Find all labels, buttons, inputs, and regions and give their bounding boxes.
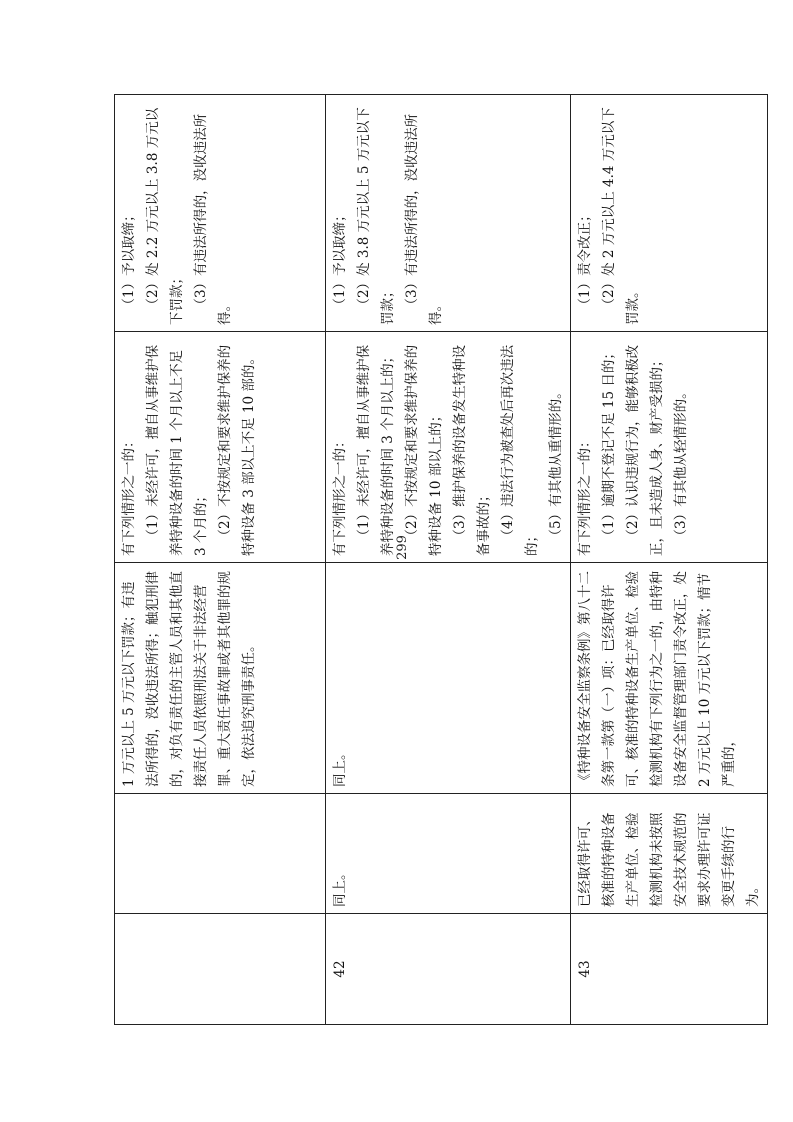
circumstance-item: （2）不按规定和要求维护保养的特种设备 10 部以上的；	[404, 344, 444, 556]
penalty-item: （1）予以取缔；	[332, 208, 348, 312]
row-number-cell: 43	[571, 914, 768, 1025]
legal-basis-cell: 同上。	[326, 563, 571, 794]
circumstance-item: （1）未经许可，擅自从事维护保养特种设备的时间 1 个月以上不足 3 个月的；	[145, 344, 209, 556]
legal-basis-cell: 《特种设备安全监察条例》第八十二条第一款第（一）项：已经取得许可、核准的特种设备生产单位、检验检测机构有下列行为之一的，由特种设备安全监督管理部门责令改正，处 2 万元以上 10 万元以下罚款；情节严重的，	[571, 563, 768, 794]
penalty-item: （1）予以取缔；	[121, 208, 137, 312]
penalty-item: （1）责令改正；	[577, 208, 593, 312]
page-number: 299	[394, 535, 410, 560]
table-row	[326, 95, 571, 1025]
behavior-cell	[115, 794, 326, 914]
circumstance-item: （5）有其他从重情形的。	[548, 385, 564, 543]
circumstance-heading: 有下列情形之一的：	[121, 434, 137, 556]
penalty-item: （2）处 3.8 万元以上 5 万元以下罚款；	[356, 107, 396, 325]
penalty-item: （2）处 2 万元以上 4.4 万元以下罚款。	[601, 107, 641, 325]
circumstance-item: （4）违法行为被查处后再次违法的；	[500, 344, 540, 556]
circumstance-item: （1）未经许可，擅自从事维护保养特种设备的时间 3 个月以上的；	[356, 344, 396, 556]
penalty-item: （2）处 2.2 万元以上 3.8 万元以下罚款；	[145, 107, 185, 325]
legal-basis-cell: 1 万元以上 5 万元以下罚款；有违法所得的，没收违法所得；触犯刑律的，对负有责任的主管人员和其他直接责任人员依照刑法关于非法经营罪、重大责任事故罪或者其他罪的规定，依法追究刑事责任。	[115, 563, 326, 794]
circumstance-cell	[115, 332, 326, 563]
circumstance-item: （2）认识违规行为，能够积极改正，且未造成人身、财产受损的；	[625, 344, 665, 556]
circumstance-cell	[326, 332, 571, 563]
penalty-cell	[115, 95, 326, 332]
penalty-table	[114, 94, 768, 1025]
circumstance-item: （3）维护保养的设备发生特种设备事故的；	[452, 344, 492, 556]
circumstance-heading: 有下列情形之一的：	[332, 434, 348, 556]
circumstance-item: （3）有其他从轻情形的。	[673, 385, 689, 543]
table-row	[571, 95, 768, 1025]
behavior-cell: 同上。	[326, 794, 571, 914]
behavior-cell: 已经取得许可、核准的特种设备生产单位、检验检测机构未按照安全技术规范的要求办理许可证变更手续的行为。	[571, 794, 768, 914]
circumstance-item: （2）不按规定和要求维护保养的特种设备 3 部以上不足 10 部的。	[217, 344, 257, 556]
circumstance-heading: 有下列情形之一的：	[577, 434, 593, 556]
circumstance-cell	[571, 332, 768, 563]
row-number-cell	[115, 914, 326, 1025]
table-row	[115, 95, 326, 1025]
penalty-cell	[326, 95, 571, 332]
rotated-table-wrapper	[114, 95, 761, 1025]
row-number-cell: 42	[326, 914, 571, 1025]
penalty-cell	[571, 95, 768, 332]
penalty-item: （3）有违法所得的，没收违法所得。	[193, 113, 233, 325]
penalty-item: （3）有违法所得的，没收违法所得。	[404, 113, 444, 325]
circumstance-item: （1）逾期不登记不足 15 日的；	[601, 346, 617, 543]
